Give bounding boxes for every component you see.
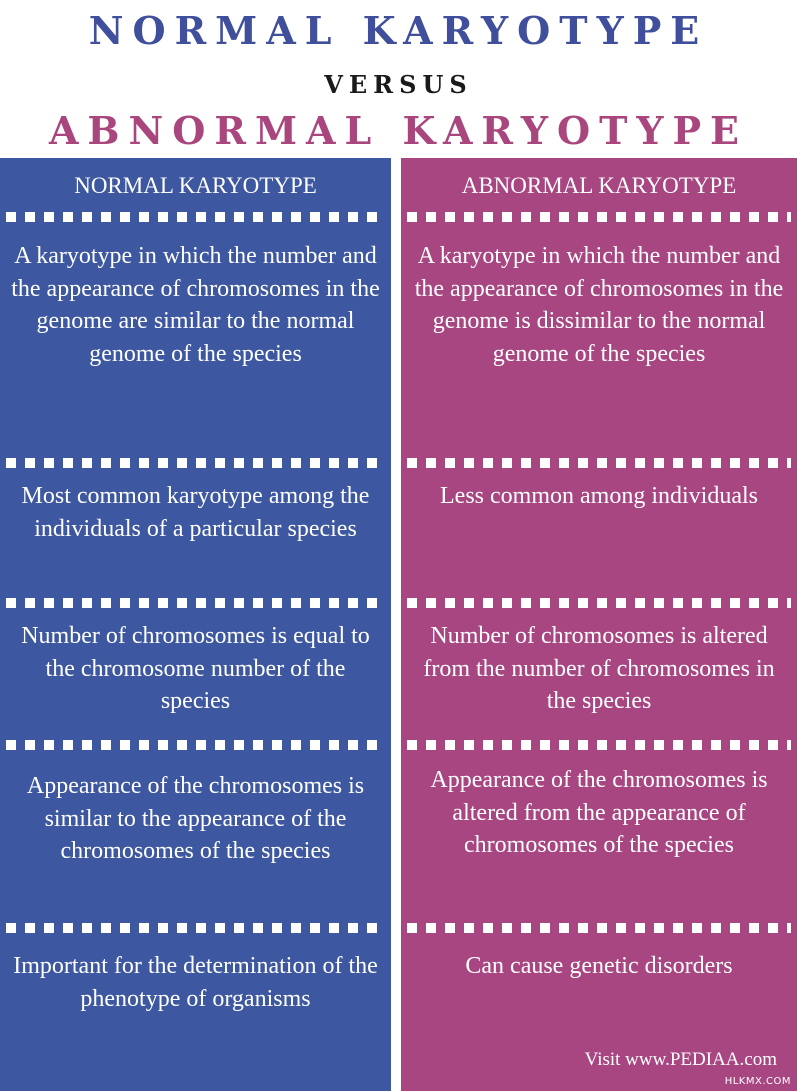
comparison-cell-appearance-normal: Appearance of the chromosomes is similar to the appearance of the chromosomes of the species — [26, 773, 365, 864]
title-versus: VERSUS — [324, 70, 473, 99]
dotted-divider — [407, 458, 791, 468]
comparison-cell-frequency-abnormal: Less common among individuals — [440, 483, 758, 509]
dotted-divider — [6, 598, 385, 608]
dotted-divider — [6, 212, 385, 222]
normal-karyotype-column — [0, 158, 391, 1091]
abnormal-karyotype-column — [401, 158, 797, 1091]
comparison-cell-number-abnormal: Number of chromosomes is altered from the number of chromosomes in the species — [423, 623, 775, 714]
column-header-abnormal: ABNORMAL KARYOTYPE — [461, 173, 737, 198]
comparison-cell-number-normal: Number of chromosomes is equal to the chromosome number of the species — [21, 623, 370, 714]
comparison-cell-definition-normal: A karyotype in which the number and the appearance of chromosomes in the genome are similar to the normal genome of the species — [11, 243, 380, 367]
dotted-divider — [407, 212, 791, 222]
dotted-divider — [407, 598, 791, 608]
title-normal-karyotype: NORMAL KARYOTYPE — [88, 8, 709, 53]
comparison-cell-frequency-normal: Most common karyotype among the individuals of a particular species — [21, 483, 370, 542]
dotted-divider — [6, 740, 385, 750]
dotted-divider — [407, 923, 791, 933]
dotted-divider — [407, 740, 791, 750]
comparison-cell-definition-abnormal: A karyotype in which the number and the appearance of chromosomes in the genome is dissimilar to the normal genome of the species — [414, 243, 784, 367]
comparison-cell-importance-normal: Important for the determination of the phenotype of organisms — [13, 953, 378, 1012]
title-abnormal-karyotype: ABNORMAL KARYOTYPE — [48, 108, 749, 153]
source-credit: Visit www.PEDIAA.com — [584, 1049, 777, 1070]
comparison-cell-effect-abnormal: Can cause genetic disorders — [465, 953, 733, 979]
dotted-divider — [6, 458, 385, 468]
watermark: HLKMX.COM — [724, 1076, 791, 1087]
comparison-cell-appearance-abnormal: Appearance of the chromosomes is altered from the appearance of chromosomes of the species — [430, 767, 768, 858]
dotted-divider — [6, 923, 385, 933]
column-header-normal: NORMAL KARYOTYPE — [74, 173, 317, 198]
